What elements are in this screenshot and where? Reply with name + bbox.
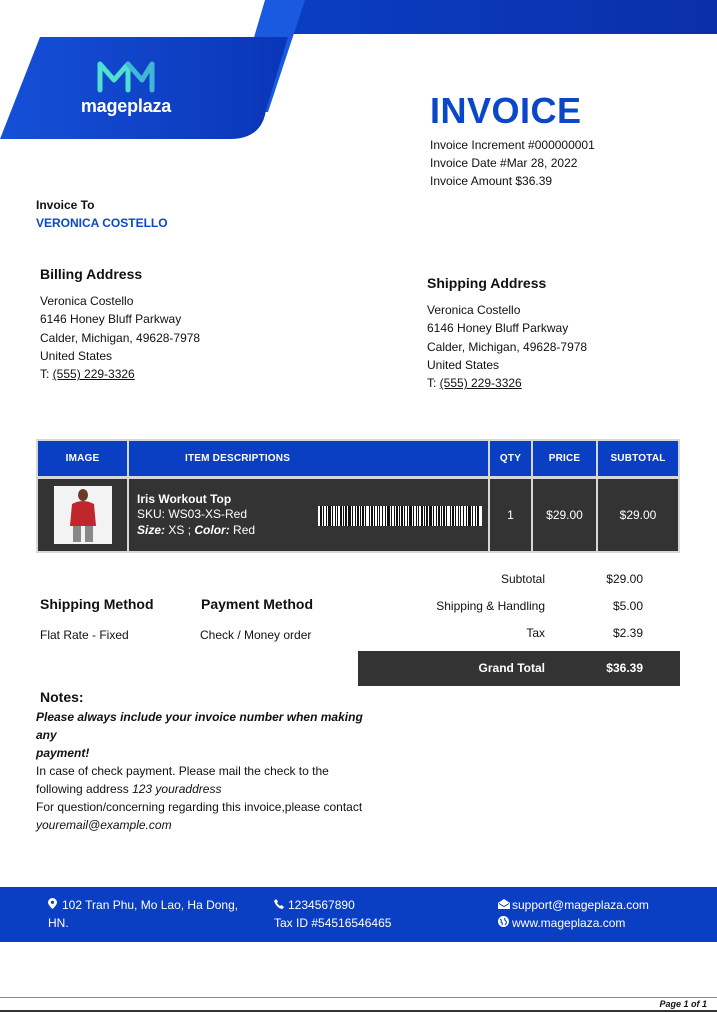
billing-country: United States (40, 348, 113, 363)
barcode-bar (421, 506, 423, 526)
invoice-to-label: Invoice To (36, 198, 95, 212)
barcode-bar (450, 506, 451, 526)
barcode-bar (387, 506, 390, 526)
barcode-bar (413, 506, 414, 526)
footer-address-line-1: 102 Tran Phu, Mo Lao, Ha Dong, (62, 898, 239, 912)
barcode-bar (335, 506, 336, 526)
barcode-bar (396, 506, 398, 526)
shipping-name: Veronica Costello (427, 303, 521, 317)
item-size-label: Size: (137, 522, 166, 537)
grand-total-value: $36.39 (606, 661, 643, 675)
barcode-bar (418, 506, 419, 526)
barcode-bar (355, 506, 356, 526)
shipping-method-heading: Shipping Method (40, 596, 154, 612)
barcode-bar (455, 506, 456, 526)
barcode-bar (357, 506, 359, 526)
grand-total-label: Grand Total (478, 661, 545, 675)
shipping-city: Calder, Michigan, 49628-7978 (427, 339, 588, 354)
barcode-bar (394, 506, 395, 526)
barcode-bar (466, 506, 467, 526)
barcode-bar (352, 506, 353, 526)
notes-line-4a: following address (36, 782, 133, 796)
barcode-bar (426, 506, 428, 526)
tax-value: $2.39 (612, 626, 643, 640)
envelope-icon (498, 896, 509, 914)
barcode-bar (429, 506, 432, 526)
footer-address-line-2: HN. (48, 916, 69, 930)
notes-line-2: payment! (36, 746, 90, 760)
barcode-bar (348, 506, 351, 526)
item-name: Iris Workout Top (137, 491, 232, 506)
barcode-bar (409, 506, 412, 526)
barcode-bar (320, 506, 322, 526)
tax-label: Tax (526, 626, 545, 640)
col-header-description: ITEM DESCRIPTIONS (129, 441, 488, 476)
billing-phone-row (40, 365, 200, 383)
barcode-bar (323, 506, 324, 526)
barcode-bar (332, 506, 333, 526)
shipping-street: 6146 Honey Bluff Parkway (427, 321, 569, 336)
footer-phone[interactable]: 1234567890 (288, 898, 355, 912)
shipping-phone-row (427, 374, 587, 392)
barcode-bar (436, 506, 437, 526)
col-header-qty: QTY (490, 441, 531, 476)
table-cell-price: $29.00 (533, 479, 596, 551)
shipping-country: United States (427, 357, 500, 372)
footer-tax-id: Tax ID #54516546465 (274, 916, 392, 930)
table-cell-subtotal: $29.00 (598, 479, 678, 551)
barcode-bar (407, 506, 408, 526)
globe-icon (498, 914, 509, 932)
invoice-to-name: VERONICA COSTELLO (36, 216, 168, 230)
invoice-increment: Invoice Increment #000000001 (430, 138, 595, 152)
footer-email[interactable]: support@mageplaza.com (512, 898, 649, 912)
notes-address: 123 youraddress (132, 782, 222, 796)
notes-line-5: For question/concerning regarding this invoice,please contact (36, 800, 363, 814)
billing-street: 6146 Honey Bluff Parkway (40, 312, 182, 327)
col-header-price: PRICE (533, 441, 596, 476)
barcode-bar (369, 506, 370, 526)
notes-line-3: In case of check payment. Please mail the check to the (36, 764, 329, 778)
col-header-subtotal: SUBTOTAL (598, 441, 678, 476)
billing-name: Veronica Costello (40, 294, 134, 308)
barcode-bar (472, 506, 473, 526)
barcode-bar (391, 506, 392, 526)
billing-phone[interactable]: (555) 229-3326 (52, 367, 135, 382)
billing-phone-prefix: T: (40, 367, 53, 382)
barcode-bar (460, 506, 461, 526)
item-size-value: XS ; (165, 522, 195, 537)
brand-name: mageplaza (80, 96, 172, 116)
billing-heading: Billing Address (40, 266, 143, 282)
billing-address (40, 266, 200, 383)
barcode-bar (441, 506, 442, 526)
shipping-handling-value: $5.00 (612, 599, 643, 613)
barcode-bar (475, 506, 476, 526)
page-number: Page 1 of 1 (659, 999, 707, 1009)
barcode-bar (343, 506, 344, 526)
barcode-bar (399, 506, 400, 526)
invoice-amount: Invoice Amount $36.39 (430, 174, 553, 188)
barcode-bar (458, 506, 459, 526)
barcode-bar (382, 506, 383, 526)
phone-icon (274, 896, 285, 914)
col-header-image: IMAGE (38, 441, 127, 476)
barcode-bar (446, 506, 447, 526)
barcode-bar (433, 506, 434, 526)
item-options (137, 523, 255, 539)
barcode-bar (468, 506, 471, 526)
notes-body (36, 708, 376, 834)
barcode-bar (328, 506, 331, 526)
barcode-bar (365, 506, 366, 526)
footer-online (498, 896, 649, 932)
barcode-bar (385, 506, 386, 526)
invoice-date: Invoice Date #Mar 28, 2022 (430, 156, 578, 170)
page-divider (0, 997, 717, 998)
page-bottom-border (0, 1010, 717, 1012)
barcode-bar (477, 506, 479, 526)
barcode-bar (463, 506, 464, 526)
map-marker-icon (48, 896, 59, 914)
billing-city: Calder, Michigan, 49628-7978 (40, 330, 201, 345)
table-cell-qty: 1 (490, 479, 531, 551)
footer-address (48, 896, 238, 932)
barcode-bar (371, 506, 373, 526)
table-cell-image (38, 479, 127, 551)
barcode-bar (374, 506, 375, 526)
shipping-phone[interactable]: (555) 229-3326 (439, 376, 522, 391)
barcode-bar (404, 506, 405, 526)
barcode-bar (443, 506, 445, 526)
barcode-bar (438, 506, 440, 526)
barcode-bar (340, 506, 342, 526)
barcode-bar (452, 506, 454, 526)
invoice-title: INVOICE (430, 90, 582, 131)
item-color-label: Color: (194, 522, 230, 537)
shipping-address (427, 275, 587, 392)
notes-heading: Notes: (40, 689, 84, 705)
barcode-bar (416, 506, 417, 526)
notes-line-1: Please always include your invoice number when making any (36, 710, 363, 742)
barcode-bar (401, 506, 403, 526)
payment-method-heading: Payment Method (201, 596, 314, 612)
barcode-bar (424, 506, 425, 526)
footer-website[interactable]: www.mageplaza.com (512, 916, 626, 930)
shipping-phone-prefix: T: (427, 376, 440, 391)
logo-mark-icon (72, 58, 180, 98)
subtotal-value: $29.00 (606, 572, 643, 586)
barcode-bar (379, 506, 380, 526)
item-sku: SKU: WS03-XS-Red (137, 507, 248, 522)
footer-contact (274, 896, 391, 932)
barcode-icon (318, 506, 482, 526)
barcode-bar (326, 506, 327, 526)
product-image (54, 486, 112, 544)
barcode-bar (345, 506, 347, 526)
items-table (36, 439, 680, 553)
notes-email: youremail@example.com (36, 818, 172, 832)
notes-line-4 (36, 780, 376, 798)
shipping-handling-label: Shipping & Handling (436, 599, 545, 613)
barcode-bar (360, 506, 361, 526)
barcode-bar (337, 506, 338, 526)
item-color-value: Red (229, 522, 256, 537)
product-thumbnail-icon (54, 486, 112, 544)
barcode-bar (362, 506, 364, 526)
shipping-method-value: Flat Rate - Fixed (40, 628, 129, 642)
subtotal-label: Subtotal (500, 572, 545, 586)
payment-method-value: Check / Money order (200, 628, 312, 642)
barcode-bar (377, 506, 378, 526)
footer (0, 887, 717, 942)
shipping-heading: Shipping Address (427, 275, 547, 291)
